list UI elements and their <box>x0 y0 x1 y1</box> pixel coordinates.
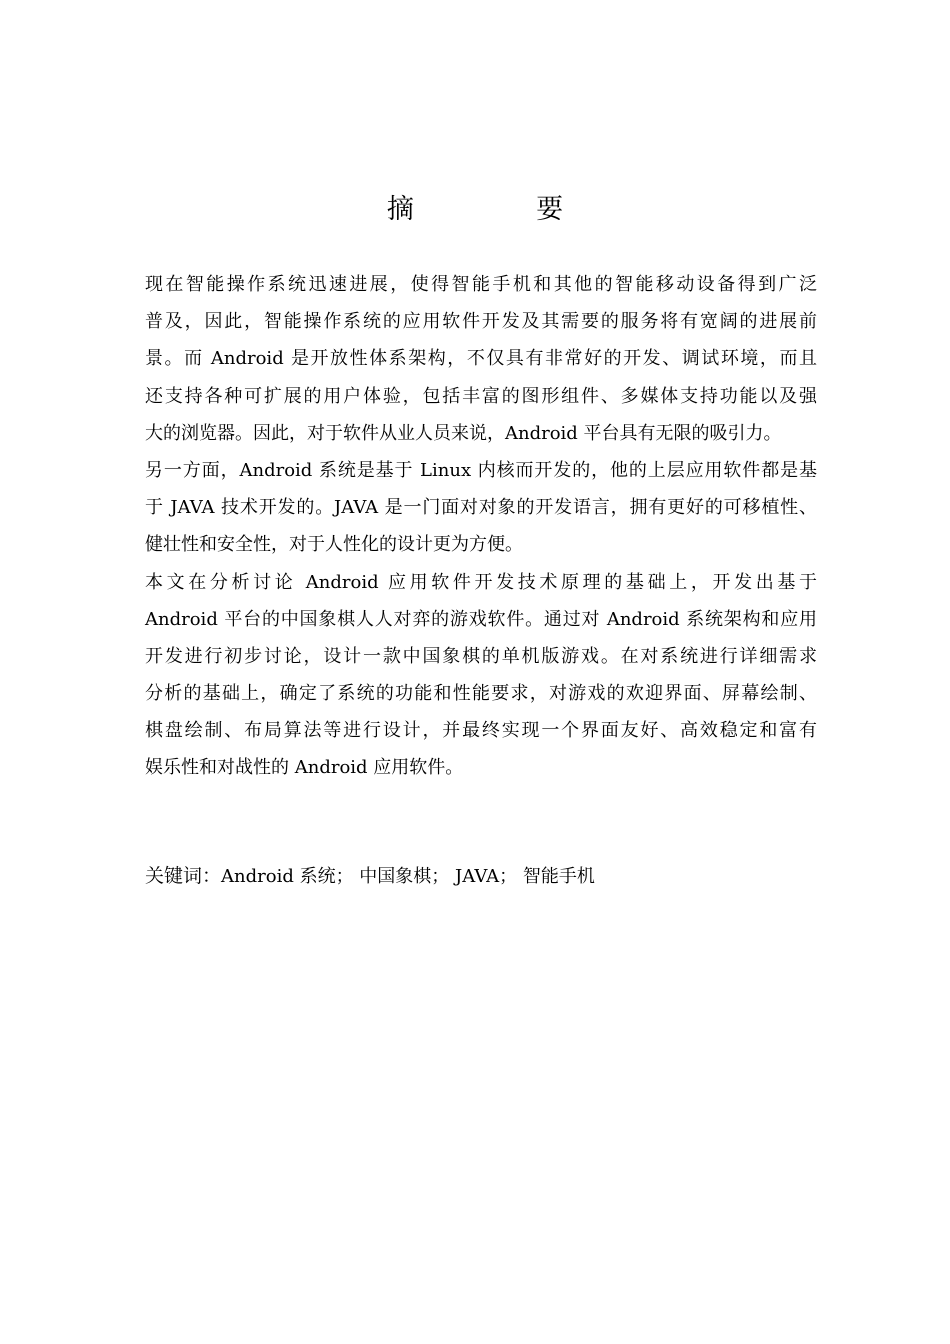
paragraph-1-line-4: 还支持各种可扩展的用户体验，包括丰富的图形组件、多媒体支持功能以及强 <box>145 385 817 407</box>
paragraph-2-line-6: 娱乐性和对战性的 Android 应用软件。 <box>145 757 464 779</box>
paragraph-1-line-5: 大的浏览器。因此，对于软件从业人员来说，Android 平台具有无限的吸引力。 <box>145 422 782 444</box>
paragraph-2-line-4: 分析的基础上，确定了系统的功能和性能要求，对游戏的欢迎界面、屏幕绘制、 <box>145 683 817 705</box>
paragraph-1-line-6: 另一方面，Android 系统是基于 Linux 内核而开发的，他的上层应用软件都是基 <box>145 459 817 481</box>
keywords-value: Android 系统； 中国象棋； JAVA； 智能手机 <box>221 866 595 887</box>
paragraph-2-line-1: 本文在分析讨论 Android 应用软件开发技术原理的基础上，开发出基于 <box>145 571 817 593</box>
paragraph-1-line-1: 现在智能操作系统迅速进展，使得智能手机和其他的智能移动设备得到广泛 <box>145 274 817 295</box>
abstract-title: 摘 要 <box>386 194 564 225</box>
paragraph-2-line-5: 棋盘绘制、布局算法等进行设计，并最终实现一个界面友好、高效稳定和富有 <box>145 720 817 742</box>
paragraph-1-line-3: 景。而 Android 是开放性体系架构，不仅具有非常好的开发、调试环境，而且 <box>145 348 817 370</box>
keywords-label: 关键词： <box>145 865 222 887</box>
paragraph-1-line-2: 普及，因此，智能操作系统的应用软件开发及其需要的服务将有宽阔的进展前 <box>145 311 817 333</box>
paragraph-1-line-8: 健壮性和安全性，对于人性化的设计更为方便。 <box>145 534 523 556</box>
paragraph-1-line-7: 于 JAVA 技术开发的。JAVA 是一门面对对象的开发语言，拥有更好的可移植性、 <box>145 497 817 519</box>
abstract-body <box>145 266 817 787</box>
keywords-line <box>145 858 595 895</box>
paragraph-2-line-3: 开发进行初步讨论，设计一款中国象棋的单机版游戏。在对系统进行详细需求 <box>145 645 817 667</box>
paragraph-2-line-2: Android 平台的中国象棋人人对弈的游戏软件。通过对 Android 系统架构和应用 <box>145 608 817 630</box>
